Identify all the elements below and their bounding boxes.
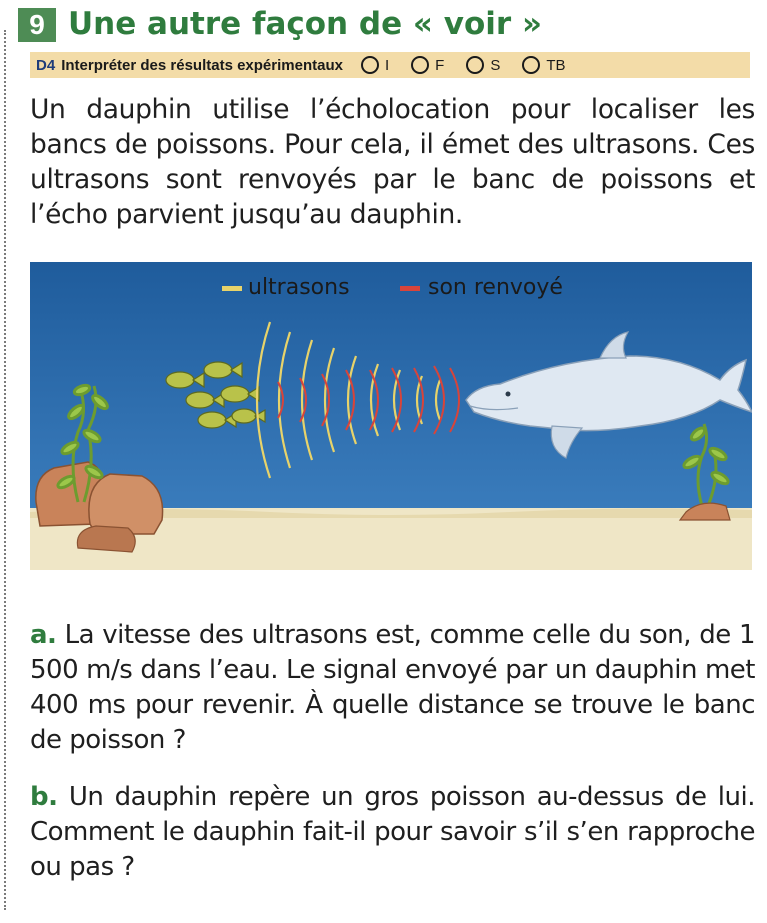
radio-circle-icon — [361, 56, 379, 74]
skill-bar — [30, 52, 750, 78]
question-a-text: La vitesse des ultrasons est, comme celle du son, de 1 500 m/s dans l’eau. Le signal envoyé par un dauphin met 400 ms pour revenir. À quelle distance se trouve le banc de poisson ? — [30, 620, 756, 755]
question-a — [30, 618, 755, 758]
legend-son-renvoye-swatch — [400, 286, 420, 291]
question-a-letter: a. — [30, 620, 57, 650]
radio-circle-icon — [466, 56, 484, 74]
exercise-number: 9 — [18, 8, 56, 42]
margin-dotted-line — [4, 30, 6, 910]
radio-circle-icon — [411, 56, 429, 74]
level-tb[interactable]: TB — [522, 56, 565, 74]
exercise-header — [0, 0, 767, 48]
level-f[interactable]: F — [411, 56, 444, 74]
legend-son-renvoye-label: son renvoyé — [428, 275, 563, 300]
level-s[interactable]: S — [466, 56, 500, 74]
skill-label: Interpréter des résultats expérimentaux — [61, 56, 343, 74]
legend-ultrasons-label: ultrasons — [248, 275, 350, 300]
radio-circle-icon — [522, 56, 540, 74]
question-b-text: Un dauphin repère un gros poisson au-dessus de lui. Comment le dauphin fait-il pour savoir s’il s’en rapproche ou pas ? — [30, 782, 755, 882]
question-b-letter: b. — [30, 782, 58, 812]
skill-code: D4 — [36, 56, 56, 74]
level-i[interactable]: I — [361, 56, 389, 74]
intro-paragraph: Un dauphin utilise l’écholocation pour localiser les bancs de poissons. Pour cela, il émet des ultrasons. Ces ultrasons sont renvoyés par le banc de poissons et l’écho parvient jusqu’au dauphin. — [30, 94, 755, 230]
echolocation-illustration — [30, 262, 752, 570]
legend-ultrasons-swatch — [222, 286, 242, 291]
exercise-title: Une autre façon de « voir » — [68, 6, 542, 42]
question-b — [30, 780, 755, 885]
